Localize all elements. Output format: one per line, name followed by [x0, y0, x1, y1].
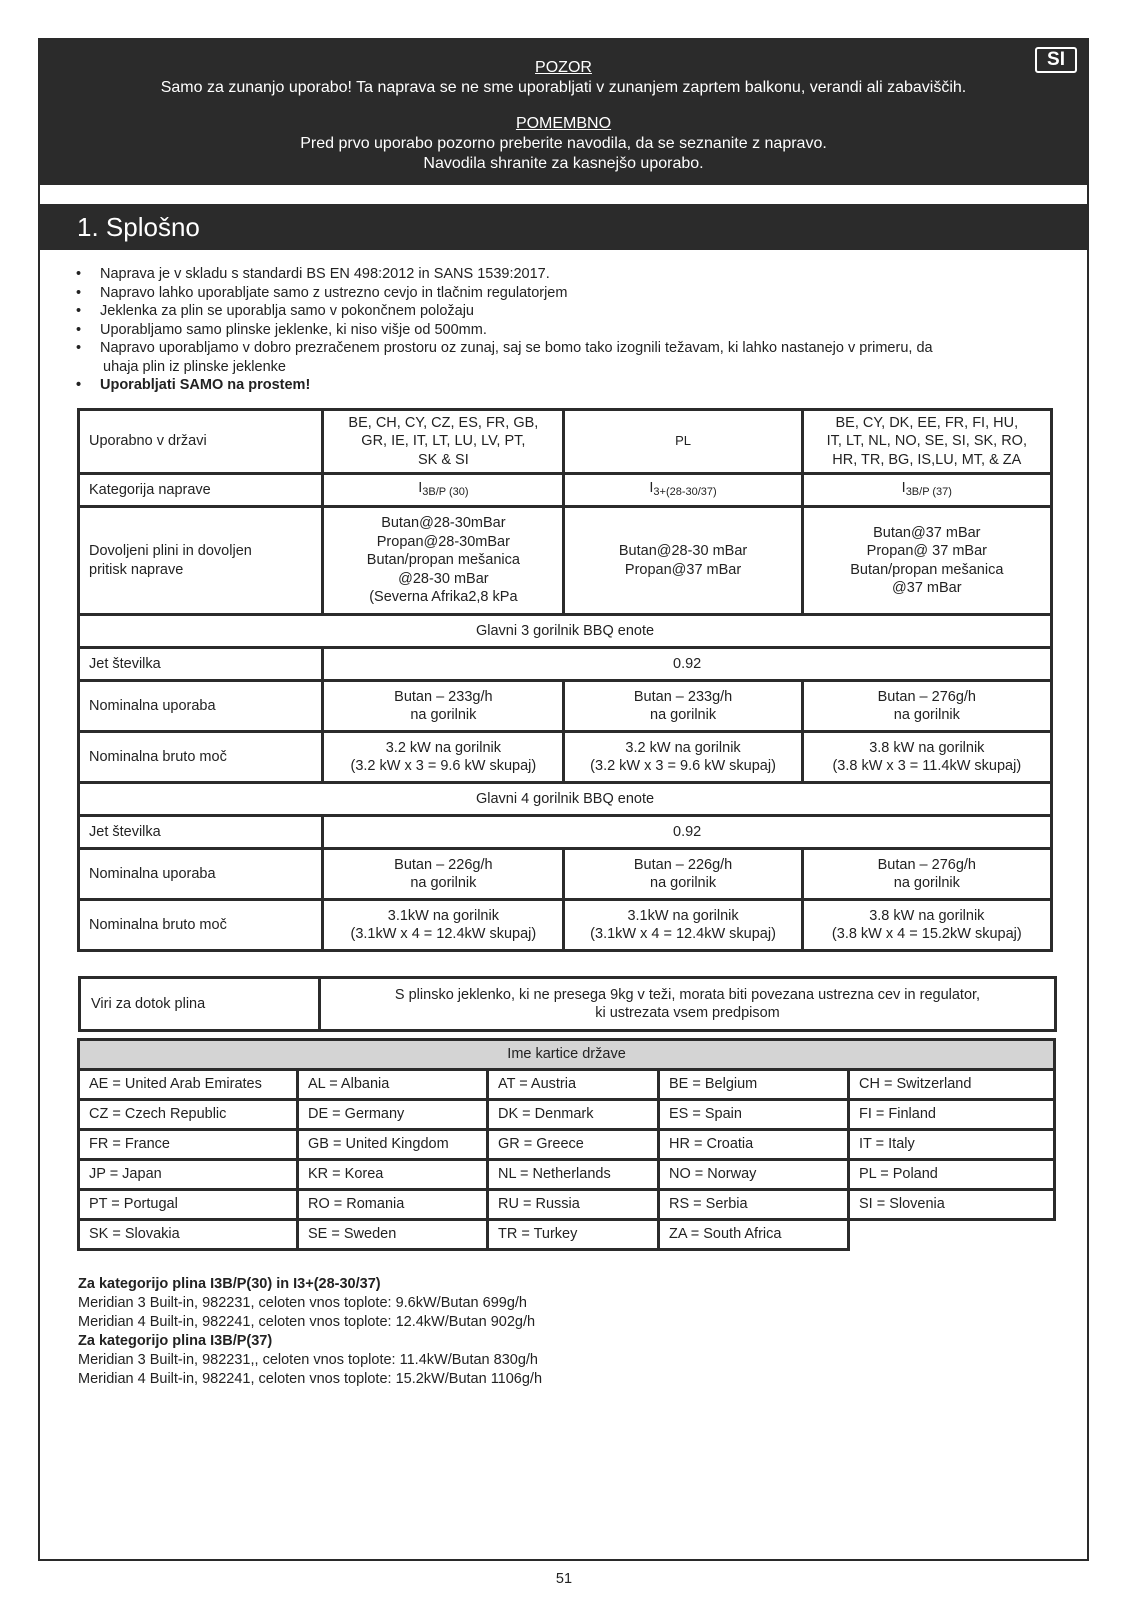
table-cell: Butan – 276g/h na gorilnik	[802, 849, 1051, 900]
table-cell: SE = Sweden	[298, 1220, 488, 1250]
table-cell: JP = Japan	[79, 1160, 298, 1190]
table-cell: NO = Norway	[659, 1160, 849, 1190]
row-label: Viri za dotok plina	[80, 978, 320, 1031]
table-row	[79, 783, 1052, 816]
table-cell: GR = Greece	[488, 1130, 659, 1160]
table-cell: 0.92	[323, 648, 1052, 681]
table-cell: SI = Slovenia	[849, 1190, 1055, 1220]
table-cell: TR = Turkey	[488, 1220, 659, 1250]
table-cell: 3.2 kW na gorilnik (3.2 kW x 3 = 9.6 kW skupaj)	[323, 732, 564, 783]
important-title: POMEMBNO	[515, 115, 612, 132]
table-cell: 3.2 kW na gorilnik (3.2 kW x 3 = 9.6 kW skupaj)	[564, 732, 802, 783]
table-cell: RS = Serbia	[659, 1190, 849, 1220]
list-item: • Napravo uporabljamo v dobro prezračenem prostoru oz zunaj, saj se bomo tako izognili težavam, ki lahko nastanejo v primeru, da uhaja plin iz plinske jeklenke	[76, 339, 1056, 376]
specs-table	[77, 408, 1053, 952]
table-cell: PL = Poland	[849, 1160, 1055, 1190]
table-row	[79, 732, 1052, 783]
list-item: • Uporabljamo samo plinske jeklenke, ki niso višje od 500mm.	[76, 321, 1056, 340]
table-row	[79, 1160, 1055, 1190]
warning-text: Samo za zunanjo uporabo! Ta naprava se ne sme uporabljati v zunanjem zaprtem balkonu, verandi ali zabaviščih.	[160, 79, 967, 96]
table-row	[79, 1130, 1055, 1160]
row-label: Kategorija naprave	[79, 474, 323, 507]
language-badge: SI	[1035, 47, 1077, 73]
table-cell: RO = Romania	[298, 1190, 488, 1220]
table-cell: FI = Finland	[849, 1100, 1055, 1130]
category-notes	[78, 1275, 542, 1389]
table-row	[79, 648, 1052, 681]
table-cell: NL = Netherlands	[488, 1160, 659, 1190]
table-cell: Butan@37 mBar Propan@ 37 mBar Butan/propan mešanica @37 mBar	[802, 507, 1051, 615]
row-label: Nominalna bruto moč	[79, 900, 323, 951]
table-row	[79, 681, 1052, 732]
table-cell: AT = Austria	[488, 1070, 659, 1100]
important-text-line: Navodila shranite za kasnejšo uporabo.	[423, 155, 704, 172]
table-cell: Butan@28-30 mBar Propan@37 mBar	[564, 507, 802, 615]
table-cell: AL = Albania	[298, 1070, 488, 1100]
table-row	[79, 816, 1052, 849]
table-cell: $I_{3+(28-30/37)}$	[564, 474, 802, 507]
table-row	[79, 1100, 1055, 1130]
table-row	[79, 474, 1052, 507]
note-line: Meridian 3 Built-in, 982231, celoten vnos toplote: 9.6kW/Butan 699g/h	[78, 1295, 527, 1311]
list-item: • Napravo lahko uporabljate samo z ustrezno cevjo in tlačnim regulatorjem	[76, 284, 1056, 303]
table-cell: BE, CH, CY, CZ, ES, FR, GB, GR, IE, IT, LT, LU, LV, PT, SK & SI	[323, 410, 564, 474]
note-line: Meridian 4 Built-in, 982241, celoten vnos toplote: 15.2kW/Butan 1106g/h	[78, 1371, 543, 1387]
table-cell: 3.8 kW na gorilnik (3.8 kW x 4 = 15.2kW skupaj)	[802, 900, 1051, 951]
table-cell: Butan – 276g/h na gorilnik	[802, 681, 1051, 732]
table-row	[79, 615, 1052, 648]
table-header-row	[79, 1040, 1055, 1070]
row-label: Uporabno v državi	[79, 410, 323, 474]
table-cell: ZA = South Africa	[659, 1220, 849, 1250]
table-cell: Butan – 226g/h na gorilnik	[323, 849, 564, 900]
note-heading: Za kategorijo plina I3B/P(30) in I3+(28-30/37)	[78, 1276, 381, 1292]
table-row	[79, 1220, 1055, 1250]
important-text-line: Pred prvo uporabo pozorno preberite navodila, da se seznanite z napravo.	[300, 135, 827, 152]
table-cell: $I_{3B/P (37)}$	[802, 474, 1051, 507]
group-title: Glavni 3 gorilnik BBQ enote	[79, 615, 1052, 648]
table-row	[79, 900, 1052, 951]
row-label: Jet številka	[79, 816, 323, 849]
table-cell: Butan@28-30mBar Propan@28-30mBar Butan/propan mešanica @28-30 mBar (Severna Afrika2,8 kPa	[323, 507, 564, 615]
note-line: Meridian 4 Built-in, 982241, celoten vnos toplote: 12.4kW/Butan 902g/h	[78, 1314, 536, 1330]
page-number: 51	[555, 1571, 573, 1587]
table-cell: GB = United Kingdom	[298, 1130, 488, 1160]
table-cell: CZ = Czech Republic	[79, 1100, 298, 1130]
table-cell: IT = Italy	[849, 1130, 1055, 1160]
table-cell: SK = Slovakia	[79, 1220, 298, 1250]
row-label: Jet številka	[79, 648, 323, 681]
row-label: Nominalna bruto moč	[79, 732, 323, 783]
table-cell: 3.8 kW na gorilnik (3.8 kW x 3 = 11.4kW skupaj)	[802, 732, 1051, 783]
group-title: Glavni 4 gorilnik BBQ enote	[79, 783, 1052, 816]
table-cell: CH = Switzerland	[849, 1070, 1055, 1100]
table-cell: KR = Korea	[298, 1160, 488, 1190]
table-cell: S plinsko jeklenko, ki ne presega 9kg v teži, morata biti povezana ustrezna cev in regulator, ki ustrezata vsem predpisom	[320, 978, 1056, 1031]
table-cell: 0.92	[323, 816, 1052, 849]
table-row	[80, 978, 1056, 1031]
row-label: Dovoljeni plini in dovoljen pritisk naprave	[79, 507, 323, 615]
bullet-list	[76, 265, 1056, 395]
note-heading: Za kategorijo plina I3B/P(37)	[78, 1333, 273, 1349]
table-cell: DK = Denmark	[488, 1100, 659, 1130]
table-row	[79, 849, 1052, 900]
table-cell: ES = Spain	[659, 1100, 849, 1130]
table-title: Ime kartice države	[79, 1040, 1055, 1070]
row-label: Nominalna uporaba	[79, 849, 323, 900]
table-cell: PT = Portugal	[79, 1190, 298, 1220]
table-cell: AE = United Arab Emirates	[79, 1070, 298, 1100]
warning-title: POZOR	[535, 59, 592, 76]
table-cell: Butan – 226g/h na gorilnik	[564, 849, 802, 900]
table-cell: FR = France	[79, 1130, 298, 1160]
list-item: • Jeklenka za plin se uporablja samo v pokončnem položaju	[76, 302, 1056, 321]
table-cell: Butan – 233g/h na gorilnik	[564, 681, 802, 732]
table-cell: HR = Croatia	[659, 1130, 849, 1160]
table-cell: $I_{3B/P (30)}$	[323, 474, 564, 507]
note-line: Meridian 3 Built-in, 982231,, celoten vnos toplote: 11.4kW/Butan 830g/h	[78, 1352, 538, 1368]
table-cell: BE = Belgium	[659, 1070, 849, 1100]
section-title: 1. Splošno	[40, 204, 1087, 250]
table-row	[79, 1070, 1055, 1100]
table-row	[79, 1190, 1055, 1220]
warning-box	[40, 40, 1087, 185]
table-cell: 3.1kW na gorilnik (3.1kW x 4 = 12.4kW skupaj)	[564, 900, 802, 951]
table-cell: PL	[564, 410, 802, 474]
table-row	[79, 507, 1052, 615]
row-label: Nominalna uporaba	[79, 681, 323, 732]
empty-cell	[849, 1220, 1055, 1250]
table-cell: DE = Germany	[298, 1100, 488, 1130]
table-cell: BE, CY, DK, EE, FR, FI, HU, IT, LT, NL, NO, SE, SI, SK, RO, HR, TR, BG, IS,LU, MT, & ZA	[802, 410, 1051, 474]
list-item: • Naprava je v skladu s standardi BS EN 498:2012 in SANS 1539:2017.	[76, 265, 1056, 284]
table-cell: 3.1kW na gorilnik (3.1kW x 4 = 12.4kW skupaj)	[323, 900, 564, 951]
country-codes-table	[77, 1038, 1056, 1251]
table-cell: RU = Russia	[488, 1190, 659, 1220]
table-cell: Butan – 233g/h na gorilnik	[323, 681, 564, 732]
gas-supply-table	[78, 976, 1057, 1032]
table-row	[79, 410, 1052, 474]
list-item: • Uporabljati SAMO na prostem!	[76, 376, 1056, 395]
